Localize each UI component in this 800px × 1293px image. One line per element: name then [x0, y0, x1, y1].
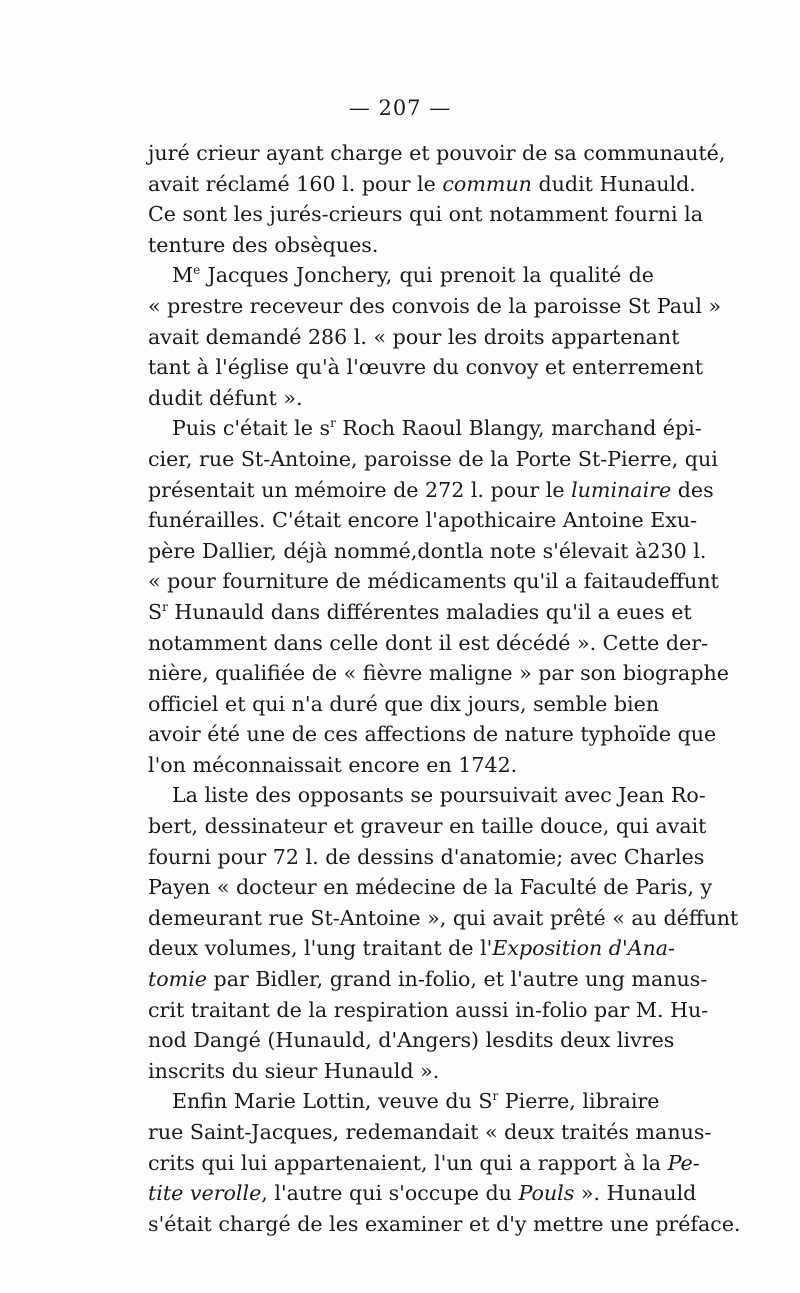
text-segment: par Bidler, grand in-folio, et l'autre ung manus- [206, 967, 708, 992]
text-segment: deux volumes, l'ung traitant de l' [148, 936, 493, 961]
text-segment: des [671, 477, 714, 502]
text-line [148, 444, 718, 475]
text-line [148, 597, 692, 628]
text-segment: présentait un mémoire de 272 l. pour le [148, 477, 572, 502]
text-segment: rue Saint-Jacques, redemandait « deux traités manus- [148, 1120, 712, 1144]
text-segment: Pierre, libraire [498, 1089, 660, 1114]
italic-text: tite verolle [148, 1181, 262, 1206]
text-line [148, 475, 714, 506]
text-segment: Hunauld dans différentes maladies qu'il a eues et [167, 599, 692, 624]
text-line [148, 1025, 675, 1056]
text-segment: Ce sont les jurés-crieurs qui ont notamment fourni la [148, 202, 704, 227]
text-line [148, 750, 654, 781]
text-segment: Puis c'était le s [172, 416, 331, 441]
text-line [148, 811, 707, 842]
text-segment: Roch Raoul Blangy, marchand épi- [335, 416, 702, 441]
superscript: e [193, 263, 201, 278]
text-segment: nod Dangé (Hunauld, d'Angers) lesdits deux livres [148, 1028, 675, 1053]
italic-text: tomie [148, 967, 207, 992]
text-line [148, 1056, 654, 1087]
text-line [148, 199, 704, 230]
text-segment: avait réclamé 160 l. pour le [148, 171, 443, 196]
text-segment: père Dallier, déjà nommé,dontla note s'élevait à230 l. [148, 538, 707, 563]
text-segment: funérailles. C'était encore l'apothicaire Antoine Exu- [148, 508, 698, 533]
text-line [148, 413, 702, 444]
text-segment: tant à l'église qu'à l'œuvre du convoy et enterrement [148, 355, 704, 380]
text-line [148, 1178, 697, 1209]
text-segment: Jacques Jonchery, qui prenoit la qualité de [200, 263, 654, 288]
text-segment: s'était chargé de les examiner et d'y mettre une préface. [148, 1211, 741, 1236]
text-segment: tenture des obsèques. [148, 232, 379, 257]
body-text [148, 138, 741, 1239]
italic-text: Pouls [518, 1181, 575, 1206]
superscript: r [492, 1089, 499, 1104]
text-segment: avait demandé 286 l. « pour les droits appartenant [148, 324, 680, 349]
text-line [148, 1148, 700, 1179]
text-segment: Payen « docteur en médecine de la Faculté de Paris, y [148, 875, 713, 900]
text-line [148, 291, 722, 322]
italic-text: Pe- [667, 1150, 700, 1175]
text-line [148, 628, 709, 659]
text-line [148, 352, 704, 383]
italic-text: luminaire [571, 477, 672, 502]
text-segment: « prestre receveur des convois de la paroisse St Paul » [148, 293, 722, 318]
superscript: r [330, 416, 336, 431]
text-line [148, 536, 707, 567]
text-line [148, 260, 654, 291]
text-segment: notamment dans celle dont il est décédé ». Cette der- [148, 630, 709, 655]
text-line [148, 780, 706, 811]
text-line [148, 995, 709, 1026]
text-line [148, 230, 654, 261]
text-segment: inscrits du sieur Hunauld ». [148, 1058, 440, 1083]
text-line [148, 658, 729, 689]
italic-text: Exposition d'Ana- [492, 936, 676, 961]
text-segment: S [148, 599, 163, 624]
text-line [148, 169, 696, 200]
text-segment: avoir été une de ces affections de nature typhoïde que [148, 722, 717, 747]
page-number: — 207 — [348, 96, 452, 120]
text-line [148, 964, 708, 995]
text-line [148, 872, 713, 903]
text-segment: cier, rue St-Antoine, paroisse de la Porte St-Pierre, qui [148, 446, 718, 471]
text-segment: fourni pour 72 l. de dessins d'anatomie; avec Charles [148, 844, 705, 869]
text-line [148, 138, 726, 169]
text-line [148, 719, 717, 750]
text-segment: officiel et qui n'a duré que dix jours, semble bien [148, 691, 660, 716]
text-line [148, 1086, 660, 1117]
text-segment: juré crieur ayant charge et pouvoir de sa communauté, [148, 141, 726, 165]
italic-text: commun [442, 171, 532, 196]
text-line [148, 933, 676, 964]
text-segment: l'on méconnaissait encore en 1742. [148, 752, 518, 777]
text-segment: dudit défunt ». [148, 385, 303, 410]
text-line [148, 689, 660, 720]
text-segment: Enfin Marie Lottin, veuve du S [172, 1089, 493, 1114]
text-segment: crits qui lui appartenaient, l'un qui a rapport à la [148, 1150, 668, 1175]
text-segment: ». Hunauld [574, 1181, 697, 1206]
text-segment: , l'autre qui s'occupe du [261, 1181, 519, 1206]
text-line [148, 903, 739, 934]
text-line [148, 842, 705, 873]
text-line [148, 505, 698, 536]
text-line [148, 1117, 712, 1148]
text-segment: nière, qualifiée de « fièvre maligne » par son biographe [148, 661, 729, 686]
text-segment: dudit Hunauld. [531, 171, 696, 196]
text-segment: La liste des opposants se poursuivait avec Jean Ro- [172, 783, 706, 808]
text-line [148, 322, 680, 353]
text-line [148, 1209, 741, 1240]
text-segment: demeurant rue St-Antoine », qui avait prêté « au déffunt [148, 905, 739, 930]
text-segment: crit traitant de la respiration aussi in-folio par M. Hu- [148, 997, 709, 1022]
superscript: r [162, 599, 168, 614]
text-segment: M [172, 263, 194, 288]
text-line [148, 566, 719, 597]
text-segment: bert, dessinateur et graveur en taille douce, qui avait [148, 814, 707, 839]
text-segment: « pour fourniture de médicaments qu'il a faitaudeffunt [148, 569, 719, 594]
text-line [148, 383, 654, 414]
